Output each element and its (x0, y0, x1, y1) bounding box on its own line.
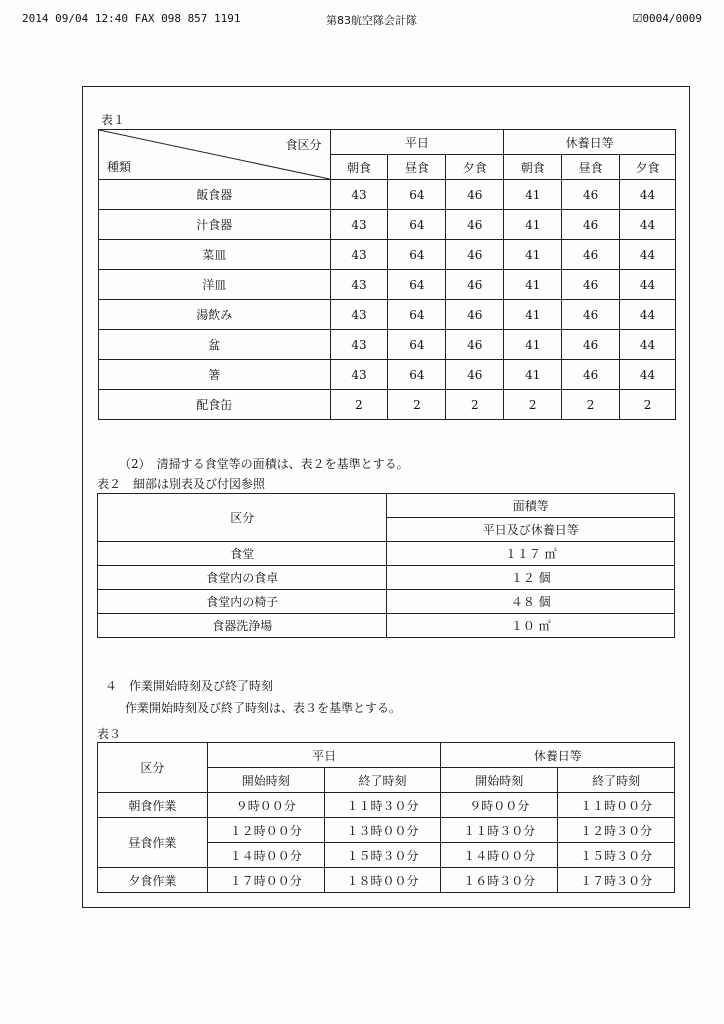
meal-header: 夕食 (620, 155, 676, 180)
t3-group-weekday: 平日 (207, 743, 441, 768)
section4-body: 作業開始時刻及び終了時刻は、表３を基準とする。 (125, 701, 402, 715)
meal-header: 朝食 (504, 155, 562, 180)
table1-cell: 44 (620, 180, 676, 210)
table1-cell: 44 (620, 240, 676, 270)
table1-cell: 46 (446, 330, 504, 360)
table2-row (98, 566, 675, 590)
table1-item-name: 洋皿 (99, 270, 331, 300)
meal-header: 夕食 (446, 155, 504, 180)
t3-row-label: 朝食作業 (98, 793, 208, 818)
table3-col1-header: 区分 (98, 743, 208, 793)
table1-cell: 64 (388, 300, 446, 330)
table1-cell: 44 (620, 360, 676, 390)
table1-cell: 2 (446, 390, 504, 420)
table1-cell: 2 (504, 390, 562, 420)
table1-cell: 2 (562, 390, 620, 420)
table1-cell: 46 (446, 270, 504, 300)
table2-item-value: １２ 個 (387, 566, 675, 590)
table1-cell: 44 (620, 210, 676, 240)
table1-cell: 43 (330, 240, 388, 270)
table2 (97, 493, 675, 638)
table1-cell: 43 (330, 270, 388, 300)
table2-item-value: ４８ 個 (387, 590, 675, 614)
t3-cell: １１時３０分 (441, 818, 558, 843)
fax-icon: ☑ (632, 12, 643, 25)
table1-cell: 43 (330, 330, 388, 360)
table1-item-name: 盆 (99, 330, 331, 360)
meal-header: 昼食 (388, 155, 446, 180)
t3-row-label: 夕食作業 (98, 868, 208, 893)
table1-row (99, 210, 676, 240)
group-weekday: 平日 (330, 130, 504, 155)
t3-cell: １１時００分 (558, 793, 675, 818)
t3-subheader: 終了時刻 (324, 768, 441, 793)
meal-header: 昼食 (562, 155, 620, 180)
table3 (97, 742, 675, 893)
table1-cell: 64 (388, 330, 446, 360)
table1-cell: 46 (446, 180, 504, 210)
table1-caption: 表１ (101, 113, 126, 127)
table1-item-name: 菜皿 (99, 240, 331, 270)
table1-row (99, 360, 676, 390)
table1-cell: 64 (388, 180, 446, 210)
table2-item-name: 食器洗浄場 (98, 614, 387, 638)
t3-row-breakfast (98, 793, 675, 818)
table1-item-name: 箸 (99, 360, 331, 390)
table1-cell: 46 (446, 210, 504, 240)
t3-cell: １７時３０分 (558, 868, 675, 893)
t3-cell: １５時３０分 (324, 843, 441, 868)
fax-header-page (633, 12, 702, 25)
table1-cell: 46 (562, 210, 620, 240)
t3-cell: １６時３０分 (441, 868, 558, 893)
diag-meal-label: 食区分 (285, 138, 322, 152)
t3-cell: ９時００分 (441, 793, 558, 818)
table1-cell: 64 (388, 360, 446, 390)
t3-cell: １２時００分 (207, 818, 324, 843)
section4-heading: ４ 作業開始時刻及び終了時刻 (105, 679, 274, 693)
table2-row (98, 614, 675, 638)
t3-cell: １４時００分 (441, 843, 558, 868)
table1-item-name: 配食缶 (99, 390, 331, 420)
table1-cell: 43 (330, 180, 388, 210)
table1-cell: 41 (504, 360, 562, 390)
t3-cell: １３時００分 (324, 818, 441, 843)
table1-cell: 41 (504, 240, 562, 270)
group-holiday: 休養日等 (504, 130, 676, 155)
table1-cell: 2 (620, 390, 676, 420)
table1-cell: 46 (446, 300, 504, 330)
table1-item-name: 湯飲み (99, 300, 331, 330)
table1-row (99, 240, 676, 270)
table3-caption: 表３ (97, 727, 122, 741)
t3-cell: ９時００分 (207, 793, 324, 818)
table1-cell: 46 (562, 330, 620, 360)
t3-subheader: 開始時刻 (441, 768, 558, 793)
table1-cell: 46 (562, 300, 620, 330)
table1-row (99, 300, 676, 330)
table1-cell: 44 (620, 300, 676, 330)
table1-cell: 46 (562, 360, 620, 390)
table2-item-name: 食堂内の食卓 (98, 566, 387, 590)
table1-item-name: 汁食器 (99, 210, 331, 240)
document-frame (82, 86, 690, 908)
table1-diagonal-header (99, 130, 331, 180)
t3-cell: １８時００分 (324, 868, 441, 893)
table1-cell: 41 (504, 180, 562, 210)
t3-row-dinner (98, 868, 675, 893)
table1-item-name: 飯食器 (99, 180, 331, 210)
table2-row (98, 542, 675, 566)
table2-col2-sub: 平日及び休養日等 (387, 518, 675, 542)
t3-cell: １２時３０分 (558, 818, 675, 843)
table2-item-name: 食堂 (98, 542, 387, 566)
table1-cell: 41 (504, 270, 562, 300)
table1-row (99, 270, 676, 300)
table1-cell: 46 (446, 240, 504, 270)
table2-item-name: 食堂内の椅子 (98, 590, 387, 614)
table1-cell: 64 (388, 270, 446, 300)
table1-cell: 44 (620, 270, 676, 300)
table1-cell: 46 (562, 240, 620, 270)
table1 (98, 129, 676, 420)
table1-row (99, 330, 676, 360)
t3-row-label: 昼食作業 (98, 818, 208, 868)
table2-row (98, 590, 675, 614)
table1-cell: 41 (504, 300, 562, 330)
table1-row (99, 180, 676, 210)
paragraph-2: （2） 清掃する食堂等の面積は、表２を基準とする。 (119, 457, 409, 471)
table1-cell: 46 (562, 270, 620, 300)
t3-subheader: 終了時刻 (558, 768, 675, 793)
table2-col1-header: 区分 (98, 494, 387, 542)
table1-cell: 44 (620, 330, 676, 360)
table1-row (99, 390, 676, 420)
table1-cell: 43 (330, 360, 388, 390)
table1-cell: 41 (504, 330, 562, 360)
table1-cell: 41 (504, 210, 562, 240)
table1-cell: 2 (388, 390, 446, 420)
table2-col2-header: 面積等 (387, 494, 675, 518)
table2-caption: 表２ 細部は別表及び付図参照 (97, 477, 266, 491)
table1-cell: 43 (330, 210, 388, 240)
table1-cell: 64 (388, 210, 446, 240)
t3-group-holiday: 休養日等 (441, 743, 675, 768)
table1-cell: 43 (330, 300, 388, 330)
diag-type-label: 種類 (107, 160, 132, 174)
table1-cell: 46 (562, 180, 620, 210)
t3-cell: １５時３０分 (558, 843, 675, 868)
fax-header-left: 2014 09/04 12:40 FAX 098 857 1191 (22, 12, 241, 25)
meal-header: 朝食 (330, 155, 388, 180)
t3-cell: １７時００分 (207, 868, 324, 893)
table2-item-value: １０ ㎡ (387, 614, 675, 638)
t3-cell: １４時００分 (207, 843, 324, 868)
table1-cell: 2 (330, 390, 388, 420)
t3-cell: １１時３０分 (324, 793, 441, 818)
fax-header-sender: 第83航空隊会計隊 (326, 14, 417, 27)
table2-item-value: １１７ ㎡ (387, 542, 675, 566)
table1-cell: 64 (388, 240, 446, 270)
t3-row-lunch-1 (98, 818, 675, 843)
fax-page-number: 0004/0009 (642, 12, 702, 25)
t3-subheader: 開始時刻 (207, 768, 324, 793)
table1-cell: 46 (446, 360, 504, 390)
